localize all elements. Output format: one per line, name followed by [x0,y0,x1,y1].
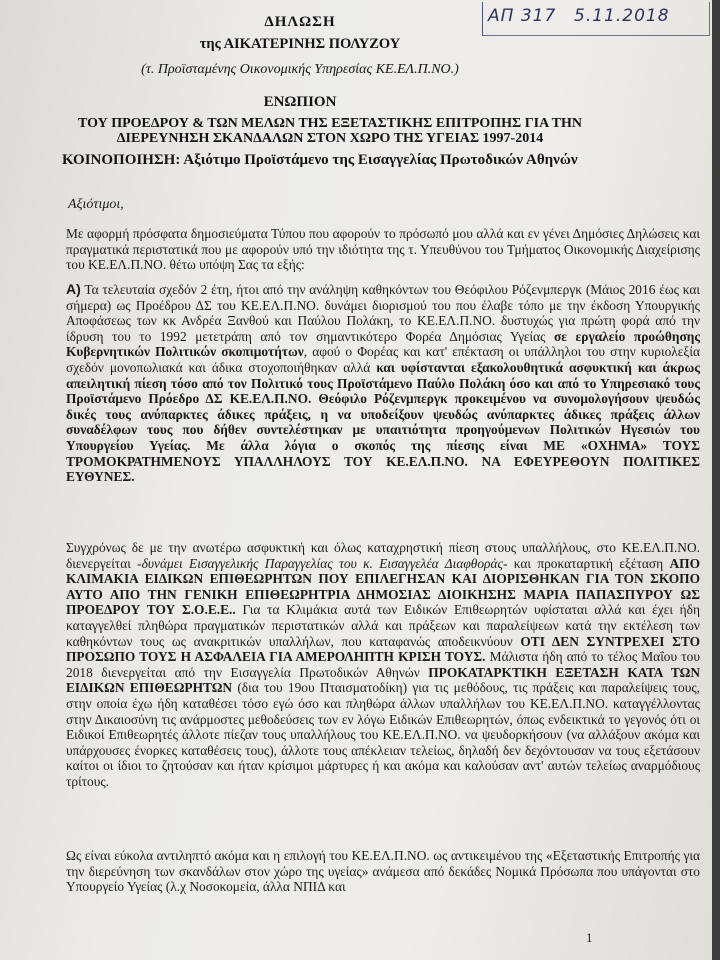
paragraph-b [66,540,700,790]
paragraph-b-bold-1: ΑΠΟ ΚΛΙΜΑΚΙΑ ΕΙΔΙΚΩΝ ΕΠΙΘΕΩΡΗΤΩΝ ΠΟΥ ΕΠΙΛΕΓΗΣΑΝ ΚΑΙ ΔΙΟΡΙΣΘΗΚΑΝ ΓΙΑ ΤΟΝ ΣΚΟΠΟ ΑΥΤΟ ΑΠΟ ΤΗΝ ΓΕΝΙΚΗ ΕΠΙΘΕΩΡΗΤΡΙΑ ΔΗΜΟΣΙΑΣ ΔΙΟΙΚΗΣΗΣ ΜΑΡΙΑ ΠΑΠΑΣΠΥΡΟΥ ΩΣ ΠΡΟΕΔΡΟΥ ΤΟΥ Σ.Ο.Ε.Ε.. [66,555,701,618]
greeting: Αξιότιμοι, [68,197,124,212]
paragraph-b-text-4: Μάλιστα ήδη από το τέλος Μαΐου του 2018 διενεργείται από την Εισαγγελία Πρωτοδικών Αθηνών [66,649,700,680]
paragraph-b-text-3: Για τα Κλιμάκια αυτά των Ειδικών Επιθεωρητών υφίσταται αλλά και έχει ήδη καταγγελθεί πληθώρα πραγματικών περιστατικών αλλά και πράξεων και παραλείψεων κατά την εκτέλεση των καθηκόντων τους ως ανακριτικών υπαλλήλων, που καταφανώς αποδεικνύουν [66,602,700,649]
paragraph-a [66,282,700,485]
paragraph-b-bold-2: ΟΤΙ ΔΕΝ ΣΥΝΤΡΕΧΕΙ ΣΤΟ ΠΡΟΣΩΠΟ ΤΟΥΣ Η ΑΣΦΑΛΕΙΑ ΓΙΑ ΑΜΕΡΟΛΗΠΤΗ ΚΡΙΣΗ ΤΟΥΣ. [66,633,701,665]
paragraph-a-bold-2: και υφίστανται εξακολουθητικά ασφυκτική και άκρως απειλητική πίεση τόσο από τον Πολιτικό τους Προϊστάμενο Παύλο Πολάκη όσο και από το Υπηρεσιακό τους Προϊστάμενο Πρόεδρο ΔΣ ΚΕ.ΕΛ.Π.ΝΟ. Θεόφιλο Ρόζενμπεργκ προκειμένου να συνομολογήσουν ψευδώς δικές τους ανύπαρκτες άδικες πράξεις, η να υποδείξουν ψευδώς ανύπαρκτες άδικες πράξεις άλλων συναδέλφων τους που δήθεν συντελέστηκαν με υπαιτιότητα προηγούμενων Πολιτικών Ηγεσιών του Υπουργείου Υγείας. Με άλλα λόγια ο σκοπός της πίεσης είναι ΜΕ «ΟΧΗΜΑ» ΤΟΥΣ ΤΡΟΜΟΚΡΑΤΗΜΕΝΟΥΣ ΥΠΑΛΛΗΛΟΥΣ ΤΟΥ ΚΕ.ΕΛ.Π.ΝΟ. ΝΑ ΕΦΕΥΡΕΘΟΥΝ ΠΟΛΙΤΙΚΕΣ ΕΥΘΥΝΕΣ. [66,359,700,485]
paragraph-intro: Με αφορμή πρόσφατα δημοσιεύματα Τύπου που αφορούν το πρόσωπό μου αλλά και εν γένει Δημόσιες Δηλώσεις και πραγματικά περιστατικά που με αφορούν υπό την ιδιότητα της τ. Υπευθύνου του Τμήματος Οικονομικής Διαχείρισης του ΚΕ.ΕΛ.Π.ΝΟ. θέτω υπόψη Σας τα εξής: [66,226,700,273]
paragraph-b-text-2: και προκαταρτική εξέταση [507,555,670,571]
paragraph-b-bold-3: ΠΡΟΚΑΤΑΡΚΤΙΚΗ ΕΞΕΤΑΣΗ ΚΑΤΑ ΤΩΝ ΕΙΔΙΚΩΝ ΕΠΙΘΕΩΡΗΤΩΝ [66,664,701,696]
page-edge-shadow [712,0,720,960]
paragraph-a-text-1: Τα τελευταία σχεδόν 2 έτη, ήτοι από την ανάληψη καθηκόντων του Θεόφιλου Ρόζενμπεργκ (Μάιος 2016 έως και σήμερα) ως Προέδρου ΔΣ του ΚΕ.ΕΛ.Π.ΝΟ. δυνάμει διορισμού του που έλαβε τόπο με την έκδοση Υπουργικής Αποφάσεως των κκ Ανδρέα Ξανθού και Παύλου Πολάκη, το ΚΕ.ΕΛ.Π.ΝΟ. δυστυχώς για πρώτη φορά από την ίδρυση του το 1992 μετετράπη από τον σημαντικότερο Φορέα Δημόσιας Υγείας [66,282,700,344]
page-number: 1 [586,930,593,945]
handwritten-reference: ΑΠ 317 [488,6,557,26]
committee-line-2: ΔΙΕΡΕΥΝΗΣΗ ΣΚΑΝΔΑΛΩΝ ΣΤΟΝ ΧΩΡΟ ΤΗΣ ΥΓΕΙΑΣ 1997-2014 [116,131,544,146]
committee-line-1: ΤΟΥ ΠΡΟΕΔΡΟΥ & ΤΩΝ ΜΕΛΩΝ ΤΗΣ ΕΞΕΤΑΣΤΙΚΗΣ ΕΠΙΤΡΟΠΗΣ ΓΙΑ ΤΗΝ [78,116,582,131]
paragraph-b-text-1: Συγχρόνως δε με την ανωτέρω ασφυκτική και όλως καταχρηστική πίεση στους υπαλλήλους, στο ΚΕ.ΕΛ.Π.ΝΟ. διενεργείται [66,540,700,571]
declarant-role: (τ. Προϊσταμένης Οικονομικής Υπηρεσίας ΚΕ.ΕΛ.Π.ΝΟ.) [141,62,459,77]
notification-line: ΚΟΙΝΟΠΟΙΗΣΗ: Αξιότιμο Προϊστάμενο της Εισαγγελίας Πρωτοδικών Αθηνών [62,152,578,168]
document-title: ΔΗΛΩΣΗ [264,14,336,30]
declarant-name: της ΑΙΚΑΤΕΡΙΝΗΣ ΠΟΛΥΖΟΥ [199,36,401,52]
paragraph-b-text-5: (δια του 19ου Πταισματοδίκη) για τις μεθόδους, τις πράξεις και παραλείψεις τους, στην οποία έχω ήδη καταθέσει τόσο εγώ όσο και πληθώρα άλλων υπαλλήλων του ΚΕ.ΕΛ.Π.ΝΟ. καταγγέλλοντας στην Δικαιοσύνη τις ανάρμοστες μεθοδεύσεις των εν λόγω Ειδικών Επιθεωρητών, όπως ενδεικτικά το γεγονός ότι οι Ειδικοί Επιθεωρητές άλλοτε πίεζαν τους υπαλλήλους του ΚΕ.ΕΛ.Π.ΝΟ. να ψευδορκήσουν (να αλλάξουν ακόμα και υπάρχουσες ένορκες καταθέσεις τους), άλλοτε τους απέκλειαν τελείως, δηλαδή δεν δεχόντουσαν να τους εξετάσουν καίτοι οι ίδιοι το ζητούσαν και ήταν κρίσιμοι μάρτυρες ή και ακόμα και καλούσαν αντ' αυτών τελείως αναρμόδιους τρίτους. [66,680,700,789]
before-heading: ΕΝΩΠΙΟΝ [263,94,337,110]
handwritten-date: 5.11.2018 [574,6,670,26]
paragraph-c: Ως είναι εύκολα αντιληπτό ακόμα και η επιλογή του ΚΕ.ΕΛ.Π.ΝΟ. ως αντικειμένου της «Εξεταστικής Επιτροπής για την διερεύνηση των σκανδάλων στον χώρο της υγείας» ανάμεσα από δεκάδες Νομικά Πρόσωπα που υπάγονται στο Υπουργείο Υγείας (λ.χ Νοσοκομεία, άλλα ΝΠΙΔ και [66,848,700,895]
section-marker-a: Α) [66,281,81,297]
paragraph-a-bold-1: σε εργαλείο προώθησης Κυβερνητικών Πολιτικών σκοπιμοτήτων [66,328,700,360]
paragraph-a-text-2: , αφού ο Φορέας και κατ' επέκταση οι υπάλληλοι του στην κυριολεξία σχεδόν μονοπωλιακά και άδικα στοχοποιήθηκαν αλλά [66,344,700,375]
paragraph-b-italic: -δυνάμει Εισαγγελικής Παραγγελίας του κ. Εισαγγελέα Διαφθοράς- [137,555,508,571]
